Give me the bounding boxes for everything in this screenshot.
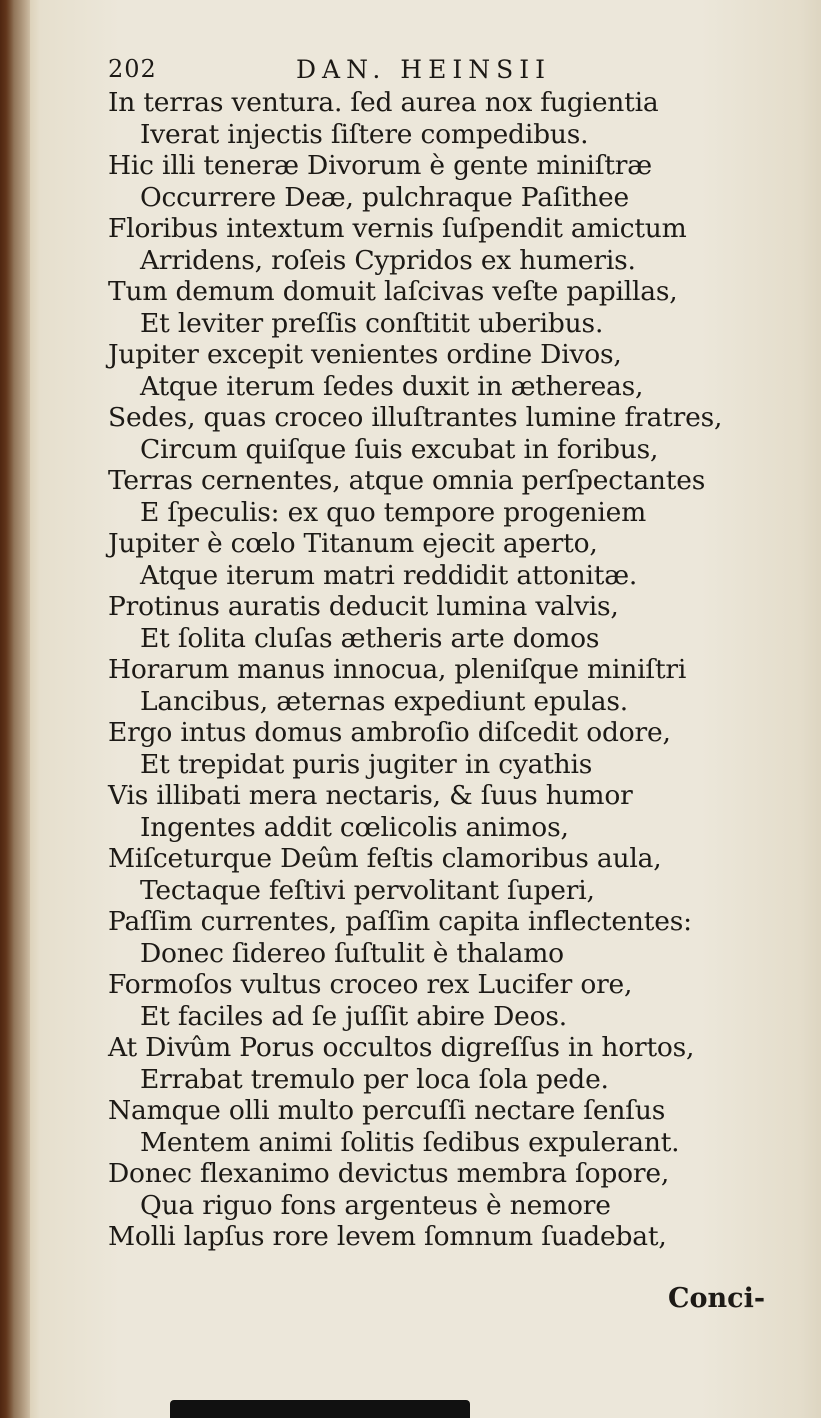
poem-text [108, 87, 728, 1253]
verse-line: Errabat tremulo per loca ſola pede. [140, 1063, 609, 1095]
verse-line: Occurrere Deæ, pulchraque Paſithee [140, 181, 629, 213]
verse-line: Horarum manus innocua, pleniſque miniſtri [108, 654, 687, 685]
page-number: 202 [108, 55, 157, 83]
verse-line: Jupiter excepit venientes ordine Divos, [108, 339, 622, 370]
verse-line: Tectaque feſtivi pervolitant ſuperi, [140, 874, 595, 906]
verse-line: Donec flexanimo devictus membra ſopore, [108, 1158, 670, 1189]
verse-line: Formoſos vultus croceo rex Lucifer ore, [108, 969, 633, 1000]
verse-line: Circum quiſque ſuis excubat in foribus, [140, 433, 659, 465]
verse-line: Vis illibati mera nectaris, & ſuus humor [108, 780, 633, 811]
running-head: DAN. HEINSII [296, 55, 551, 84]
verse-line: In terras ventura. ſed aurea nox fugientia [108, 87, 659, 118]
verse-line: Et leviter preſſis conſtitit uberibus. [140, 307, 604, 339]
verse-line: Atque iterum ſedes duxit in æthereas, [140, 370, 644, 402]
verse-line: Tum demum domuit laſcivas veſte papillas, [108, 276, 678, 307]
verse-line: Atque iterum matri reddidit attonitæ. [140, 559, 638, 591]
verse-line: Sedes, quas croceo illuſtrantes lumine fratres, [108, 402, 723, 433]
catchword: Conci- [668, 1283, 766, 1314]
page-header [108, 55, 628, 91]
verse-line: E ſpeculis: ex quo tempore progeniem [140, 496, 647, 528]
verse-line: Et ſolita cluſas ætheris arte domos [140, 622, 600, 654]
verse-line: Et faciles ad ſe juſſit abire Deos. [140, 1000, 567, 1032]
verse-line: Hic illi teneræ Divorum è gente miniſtræ [108, 150, 652, 181]
verse-line: Lancibus, æternas expediunt epulas. [140, 685, 628, 717]
verse-line: Donec ſidereo ſuſtulit è thalamo [140, 937, 564, 969]
verse-line: Floribus intextum vernis ſuſpendit amictum [108, 213, 687, 244]
binding-edge [0, 0, 30, 1418]
verse-line: Et trepidat puris jugiter in cyathis [140, 748, 593, 780]
verse-line: Miſceturque Deûm feſtis clamoribus aula, [108, 843, 662, 874]
verse-line: Terras cernentes, atque omnia perſpectantes [108, 465, 706, 496]
verse-line: Jupiter è cœlo Titanum ejecit aperto, [108, 528, 598, 559]
verse-line: Protinus auratis deducit lumina valvis, [108, 591, 619, 622]
verse-line: Qua riguo fons argenteus è nemore [140, 1189, 611, 1221]
verse-line: Paſſim currentes, paſſim capita inflectentes: [108, 906, 692, 937]
verse-line: Arridens, roſeis Cypridos ex humeris. [140, 244, 636, 276]
verse-line: Ergo intus domus ambroſio diſcedit odore, [108, 717, 671, 748]
verse-line: At Divûm Porus occultos digreſſus in hortos, [108, 1032, 695, 1063]
page-bottom-edge [170, 1400, 470, 1418]
verse-line: Mentem animi ſolitis ſedibus expulerant. [140, 1126, 680, 1158]
verse-line: Iverat injectis ſiſtere compedibus. [140, 118, 589, 150]
verse-line: Namque olli multo percuſſi nectare ſenſus [108, 1095, 666, 1126]
verse-line: Ingentes addit cœlicolis animos, [140, 811, 569, 843]
verse-line: Molli lapſus rore levem ſomnum ſuadebat, [108, 1221, 667, 1252]
